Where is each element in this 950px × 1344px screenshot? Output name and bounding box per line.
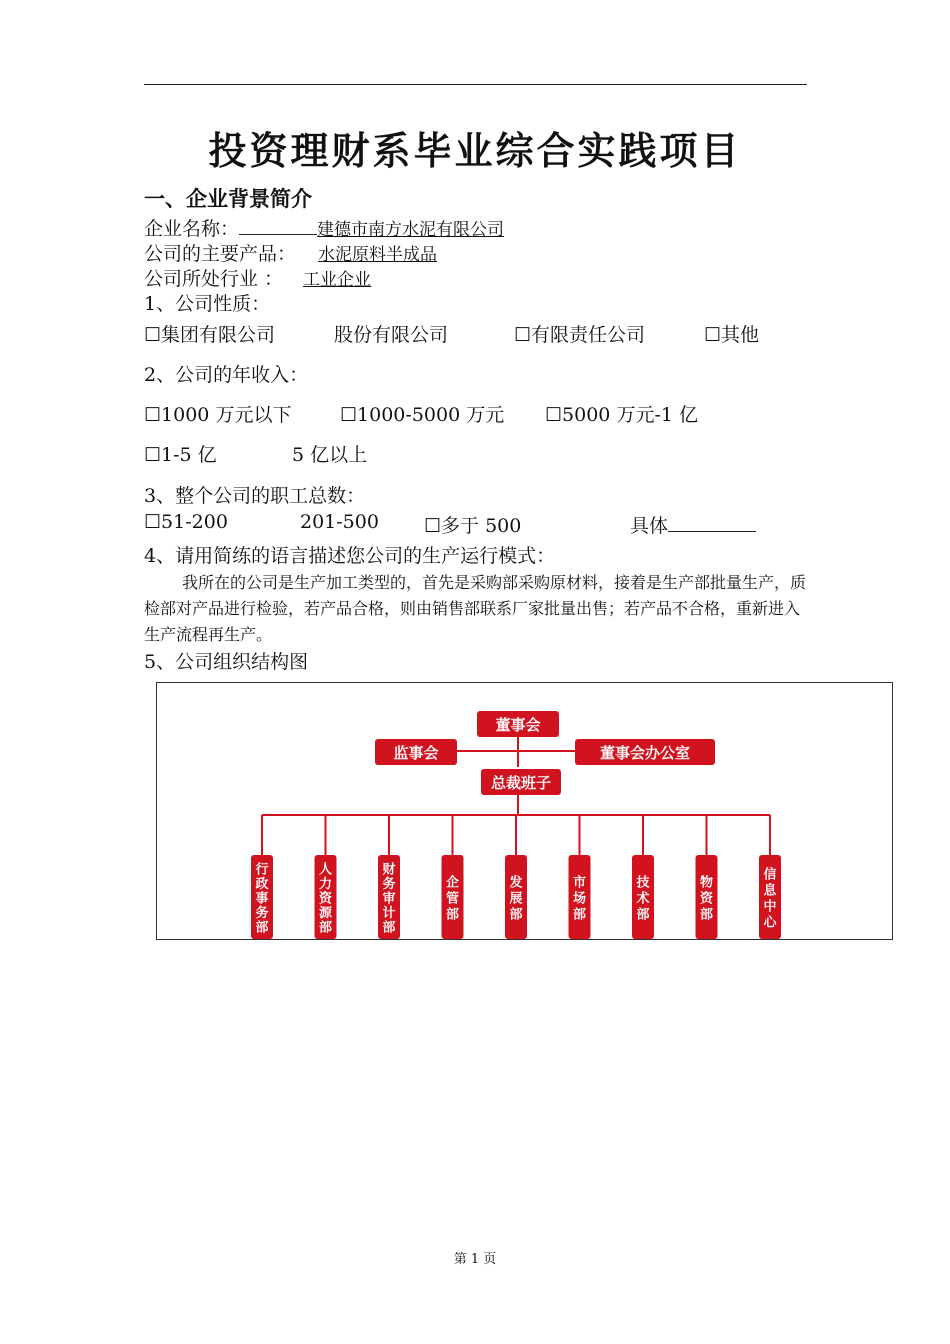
industry-value: 工业企业	[303, 270, 372, 290]
q1-option-other[interactable]: ☐ 其他	[704, 320, 759, 347]
svg-text:监事会: 监事会	[393, 744, 439, 762]
main-product-value: 水泥原料半成品	[318, 245, 438, 265]
svg-text:资: 资	[318, 891, 333, 907]
svg-text:部: 部	[382, 920, 396, 936]
svg-text:部: 部	[255, 920, 269, 936]
svg-text:技: 技	[636, 875, 650, 891]
main-product-label: 公司的主要产品：	[144, 243, 297, 265]
svg-text:场: 场	[572, 891, 587, 907]
org-box-dept-6	[632, 855, 654, 939]
q1-option-group-ltd[interactable]: ☐ 集团有限公司	[144, 320, 275, 347]
top-rule	[144, 84, 807, 85]
svg-text:部: 部	[445, 907, 460, 923]
svg-text:务: 务	[382, 877, 396, 892]
svg-text:管: 管	[445, 891, 460, 907]
org-chart-svg	[157, 683, 892, 939]
q3-label: 3、整个公司的职工总数：	[144, 485, 366, 507]
org-box-board-office	[575, 739, 715, 765]
specific-blank[interactable]	[668, 515, 756, 532]
q4-label: 4、请用简练的语言描述您公司的生产运行模式：	[144, 545, 556, 567]
q1-label: 1、公司性质：	[144, 293, 271, 315]
underline-blank	[239, 218, 317, 235]
q2-label: 2、公司的年收入：	[144, 364, 309, 386]
svg-text:市: 市	[572, 875, 587, 891]
svg-text:董事会办公室: 董事会办公室	[599, 744, 691, 762]
org-box-dept-7	[696, 855, 718, 939]
svg-text:息: 息	[763, 883, 777, 899]
org-chart	[156, 682, 893, 940]
q3-specific-label: 具体	[630, 515, 669, 537]
org-box-dept-8	[759, 855, 781, 939]
svg-text:部: 部	[509, 907, 523, 923]
svg-text:术: 术	[636, 891, 650, 907]
svg-text:总裁班子: 总裁班子	[490, 774, 552, 792]
page-title: 投资理财系毕业综合实践项目	[208, 128, 742, 173]
q3-option-51-200[interactable]: ☐ 51-200	[144, 511, 228, 533]
svg-text:财: 财	[382, 862, 396, 878]
svg-text:心: 心	[763, 915, 777, 931]
svg-text:资: 资	[699, 891, 714, 907]
q1-option-llc[interactable]: ☐ 有限责任公司	[514, 320, 645, 347]
q3-option-201-500: 201-500	[300, 511, 379, 533]
org-box-dept-5	[569, 855, 591, 939]
svg-text:计: 计	[382, 906, 396, 921]
svg-text:展: 展	[509, 891, 523, 907]
org-box-dept-3	[442, 855, 464, 939]
q3-option-specific	[630, 511, 756, 538]
svg-text:发: 发	[509, 875, 523, 891]
org-box-dept-4	[505, 855, 527, 939]
svg-text:信: 信	[763, 867, 777, 883]
svg-text:部: 部	[636, 907, 650, 923]
q1-option-joint-stock: 股份有限公司	[334, 324, 449, 346]
org-box-board	[477, 711, 559, 737]
q3-option-over-500[interactable]: ☐ 多于 500	[424, 511, 521, 538]
svg-text:务: 务	[255, 906, 269, 921]
industry-label: 公司所处行业 ：	[144, 268, 284, 290]
org-box-dept-2	[378, 855, 400, 939]
org-box-supervisory	[375, 739, 457, 765]
q2-option-over-5yi: 5 亿以上	[292, 444, 368, 466]
svg-text:政: 政	[255, 877, 269, 892]
svg-text:力: 力	[318, 877, 333, 892]
org-box-president	[481, 769, 561, 795]
company-name-value: 建德市南方水泥有限公司	[317, 220, 505, 240]
q2-option-1000-5000[interactable]: ☐ 1000-5000 万元	[340, 400, 504, 427]
svg-text:物: 物	[699, 875, 714, 891]
svg-text:人: 人	[318, 862, 333, 878]
section-heading: 一、企业背景简介	[144, 186, 312, 211]
svg-text:部: 部	[318, 920, 333, 936]
company-name-label: 企业名称：	[144, 218, 240, 240]
q2-option-under-1000[interactable]: ☐ 1000 万元以下	[144, 400, 291, 427]
svg-text:董事会: 董事会	[495, 716, 541, 734]
svg-text:中: 中	[763, 899, 777, 915]
company-name-row	[144, 214, 504, 241]
q5-label: 5、公司组织结构图	[144, 651, 309, 673]
industry-row	[144, 264, 371, 291]
svg-text:企: 企	[445, 875, 460, 891]
svg-text:部: 部	[699, 907, 714, 923]
svg-text:部: 部	[572, 907, 587, 923]
page-footer: 第 1 页	[453, 1252, 497, 1267]
q2-option-1-5yi[interactable]: ☐ 1-5 亿	[144, 440, 217, 467]
svg-text:事: 事	[255, 891, 269, 907]
org-box-dept-0	[251, 855, 273, 939]
q2-option-5000-1yi[interactable]: ☐ 5000 万元-1 亿	[545, 400, 698, 427]
org-box-dept-1	[315, 855, 337, 939]
svg-text:审: 审	[382, 891, 396, 907]
q4-answer: 我所在的公司是生产加工类型的，首先是采购部采购原材料，接着是生产部批量生产，质检部对产品进行检验，若产品合格，则由销售部联系厂家批量出售；若产品不合格，重新进入生产流程再生产。	[144, 573, 807, 644]
main-product-row	[144, 239, 437, 266]
svg-text:行: 行	[255, 862, 269, 878]
svg-text:源: 源	[318, 906, 333, 921]
